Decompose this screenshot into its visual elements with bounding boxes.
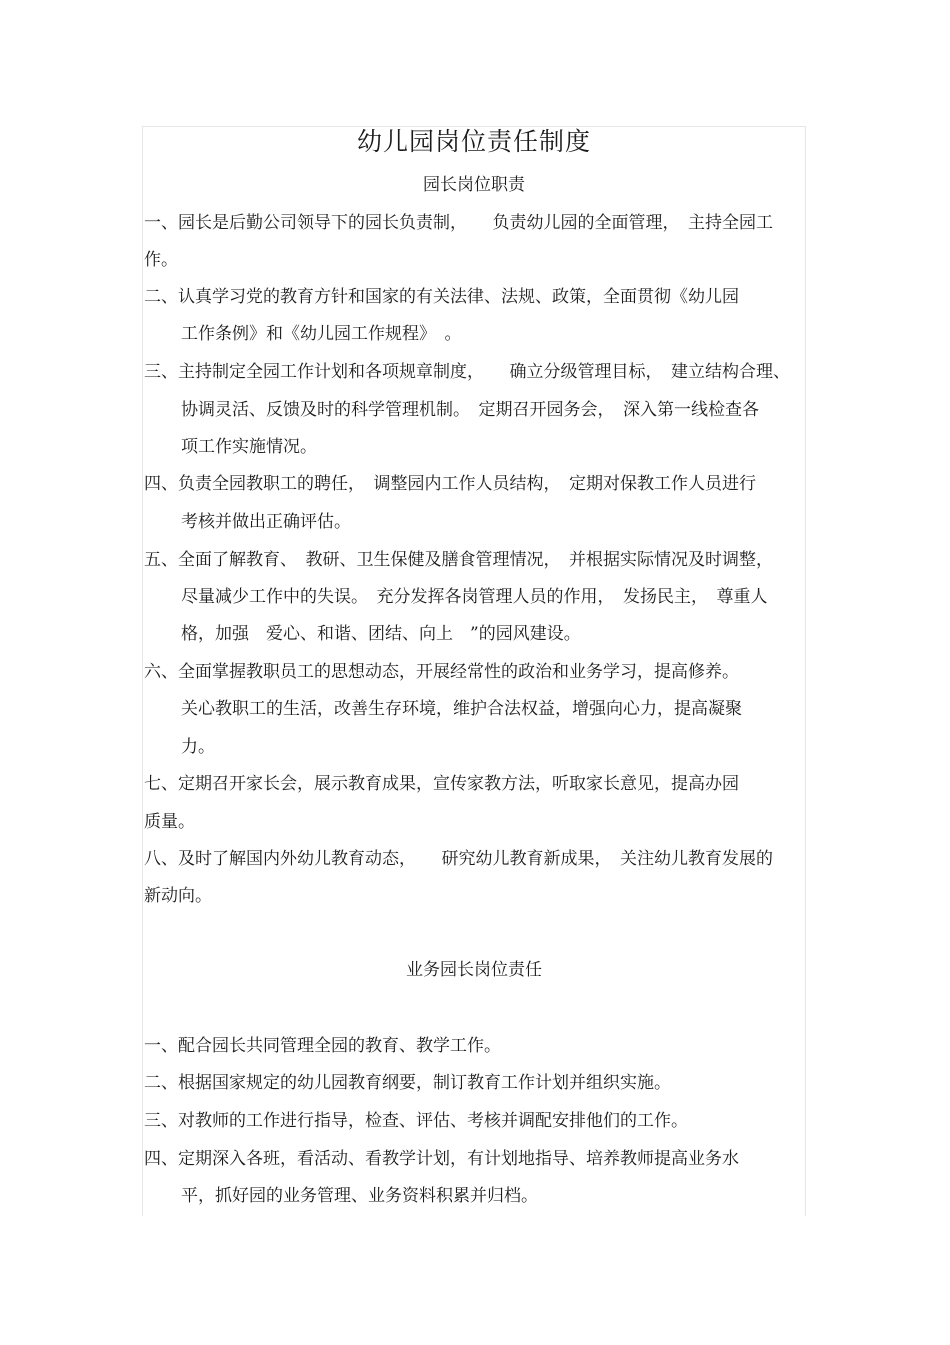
document-title: 幼儿园岗位责任制度 [356,127,591,156]
text-line: 四、负责全园教职工的聘任， 调整园内工作人员结构， 定期对保教工作人员进行 [144,474,756,494]
text-line: 四、定期深入各班，看活动、看教学计划，有计划地指导、培养教师提高业务水 [144,1149,739,1169]
text-line: 一、配合园长共同管理全园的教育、教学工作。 [144,1036,501,1056]
text-line: 新动向。 [144,886,212,906]
text-line: 质量。 [144,812,195,832]
text-line: 项工作实施情况。 [181,437,317,457]
text-line: 关心教职工的生活，改善生存环境，维护合法权益，增强向心力，提高凝聚 [181,699,742,719]
text-line: 二、认真学习党的教育方针和国家的有关法律、法规、政策，全面贯彻《幼儿园 [144,287,739,307]
text-line: 二、根据国家规定的幼儿园教育纲要，制订教育工作计划并组织实施。 [144,1073,671,1093]
text-line: 协调灵活、反馈及时的科学管理机制。 定期召开园务会， 深入第一线检查各 [181,400,759,420]
text-line: 六、全面掌握教职员工的思想动态，开展经常性的政治和业务学习，提高修养。 [144,662,739,682]
text-line: 作。 [144,250,178,270]
text-line: 力。 [181,737,215,757]
text-line: 尽量减少工作中的失误。 充分发挥各岗管理人员的作用， 发扬民主， 尊重人 [181,587,768,607]
text-line: 五、全面了解教育、 教研、卫生保健及膳食管理情况， 并根据实际情况及时调整， [144,550,773,570]
text-line: 七、定期召开家长会，展示教育成果，宣传家教方法，听取家长意见，提高办园 [144,774,739,794]
text-line: 三、主持制定全园工作计划和各项规章制度， 确立分级管理目标， 建立结构合理、 [144,362,790,382]
text-line: 一、园长是后勤公司领导下的园长负责制， 负责幼儿园的全面管理， 主持全园工 [144,213,773,233]
text-line: 工作条例》和《幼儿园工作规程》 。 [181,324,462,344]
text-line: 八、及时了解国内外幼儿教育动态， 研究幼儿教育新成果， 关注幼儿教育发展的 [144,849,773,869]
text-line: 格，加强 爱心、和谐、团结、向上 ”的园风建设。 [181,624,581,644]
text-line: 三、对教师的工作进行指导，检查、评估、考核并调配安排他们的工作。 [144,1111,688,1131]
section-heading-principal: 园长岗位职责 [423,175,525,195]
text-line: 考核并做出正确评估。 [181,512,351,532]
section-heading-vice-principal: 业务园长岗位责任 [406,960,542,980]
text-line: 平，抓好园的业务管理、业务资料积累并归档。 [181,1186,538,1206]
